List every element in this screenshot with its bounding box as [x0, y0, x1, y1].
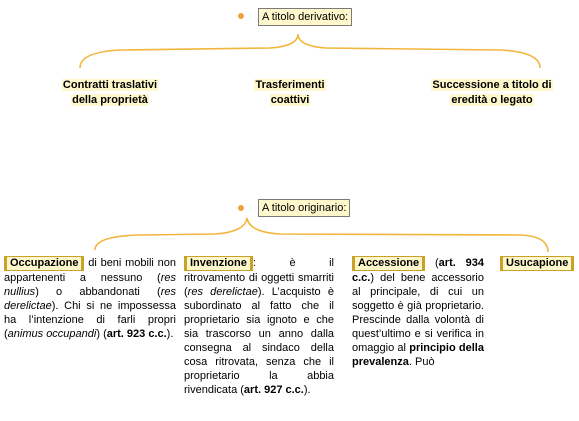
- heading-derivativo: A titolo derivativo:: [258, 8, 352, 26]
- item-successione: Successione a titolo di eredità o legato: [432, 79, 552, 106]
- heading-originario: A titolo originario:: [258, 199, 350, 217]
- item-contratti: Contratti traslativi della proprietà: [62, 79, 158, 106]
- bullet-originario: [238, 205, 244, 211]
- item-trasferimenti: Trasferimenti coattivi: [255, 79, 325, 106]
- tag-accessione: Accessione: [352, 256, 425, 271]
- col-occupazione: Occupazione di beni mobili non appartenenti a nessuno (res nullius) o abbandonati (res derelictae). Chi si ne impossessa ha l’intenzione di farli propri (animus occupandi) (art. 923 c.c.).: [4, 257, 176, 340]
- tag-usucapione: Usucapione: [500, 256, 574, 271]
- col-usucapione: [500, 256, 576, 271]
- col-invenzione: Invenzione : è il ritrovamento di oggetti smarriti (res derelictae). L’acquisto è subordinato al fatto che il proprietario sia ignoto e che sia trascorso un anno dalla consegna al sindaco della cosa ritrovata, senza che il proprietario la abbia rivendicata (art. 927 c.c.).: [184, 257, 334, 396]
- tag-invenzione: Invenzione: [184, 256, 253, 271]
- tag-occupazione: Occupazione: [4, 256, 84, 271]
- col-accessione: Accessione (art. 934 c.c.) del bene accessorio al principale, di cui un soggetto è già proprietario. Prescinde dalla volontà di quest’ultimo e si verifica in omaggio al principio della prevalenza. Può: [352, 257, 484, 368]
